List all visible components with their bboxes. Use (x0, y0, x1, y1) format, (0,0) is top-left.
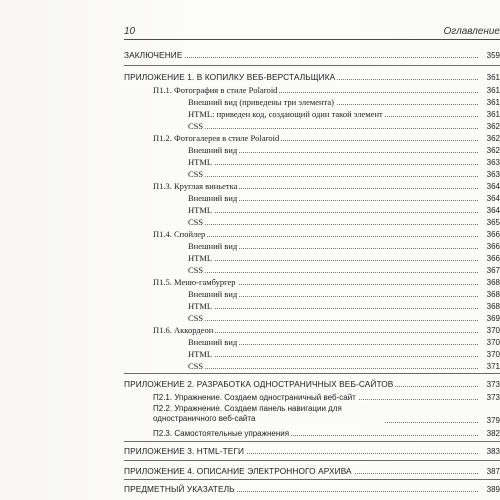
toc-entry-appendix-4[interactable] (124, 466, 500, 477)
toc-entry-section[interactable] (153, 392, 500, 403)
toc-entry-label: HTML (188, 157, 213, 167)
toc-entry-label: П2.3. Самостоятельные упражнения (153, 429, 290, 438)
toc-entry-subsection[interactable] (188, 157, 500, 168)
toc-entry-page: 368 (478, 277, 500, 288)
toc-entry-label: П1.4. Спойлер (153, 229, 206, 239)
toc-entry-section[interactable] (153, 428, 500, 439)
leader-dots (188, 224, 478, 225)
toc-entry-section[interactable] (153, 325, 500, 336)
toc-entry-subsection[interactable] (188, 193, 500, 204)
toc-entry-subsection[interactable] (188, 109, 500, 120)
toc-entry-page: 361 (478, 72, 500, 83)
toc-entry-subsection[interactable] (188, 145, 500, 156)
toc-entry-subsection[interactable] (188, 121, 500, 132)
toc-entry-page: 370 (478, 337, 500, 348)
header-rule (124, 39, 500, 40)
running-title: Оглавление (443, 26, 500, 37)
leader-dots (188, 260, 478, 261)
toc-entry-label: HTML (188, 253, 213, 263)
toc-entry-label: Внешний вид (188, 145, 238, 155)
toc-entry-section[interactable] (153, 181, 500, 192)
toc-entry-section[interactable] (153, 133, 500, 144)
toc-entry-page: 366 (478, 229, 500, 240)
toc-entry-appendix-1[interactable] (124, 72, 500, 83)
toc-entry-subsection[interactable] (188, 337, 500, 348)
toc-entry-label: ПРИЛОЖЕНИЕ 4. ОПИСАНИЕ ЭЛЕКТРОННОГО АРХИВА (124, 466, 352, 476)
section-divider (124, 441, 500, 442)
toc-entry-subsection[interactable] (188, 349, 500, 360)
toc-entry-page: 367 (478, 265, 500, 276)
toc-entry-page: 363 (478, 157, 500, 168)
toc-entry-conclusion[interactable] (124, 50, 500, 61)
toc-entry-page: 359 (478, 50, 500, 61)
toc-entry-subsection[interactable] (188, 313, 500, 324)
section-divider (124, 460, 500, 461)
toc-entry-label: П2.1. Упражнение. Создаем одностраничный веб-сайт (153, 393, 356, 402)
toc-entry-label: HTML: приведен код, создающий один такой элемент (188, 109, 383, 119)
toc-entry-subsection[interactable] (188, 97, 500, 108)
toc-entry-label: CSS (188, 313, 204, 323)
toc-entry-subsection[interactable] (188, 265, 500, 276)
toc-entry-page: 368 (478, 289, 500, 300)
toc-entry-label: П1.6. Аккордеон (153, 325, 214, 335)
toc-entry-subsection[interactable] (188, 289, 500, 300)
toc-entry-label: Внешний вид (188, 241, 238, 251)
toc-entry-label: HTML (188, 301, 213, 311)
running-header (124, 26, 500, 38)
toc-entry-page: 373 (478, 379, 500, 390)
toc-entry-label: Внешний вид (приведены три элемента) (188, 97, 334, 107)
toc-entry-page: 382 (478, 428, 500, 439)
toc-entry-page: 362 (478, 121, 500, 132)
toc-entry-label: П1.1. Фотография в стиле Polaroid (153, 85, 278, 95)
toc-entry-label: Внешний вид (188, 289, 238, 299)
toc-entry-page: 370 (478, 349, 500, 360)
toc-entry-page: 373 (478, 392, 500, 403)
toc-entry-page: 361 (478, 97, 500, 108)
toc-entry-section[interactable] (153, 85, 500, 96)
section-divider (124, 65, 500, 66)
leader-dots (188, 368, 478, 369)
toc-entry-index[interactable] (124, 484, 500, 495)
toc-entry-label: П1.5. Меню-гамбургер (153, 277, 236, 287)
toc-entry-page: 364 (478, 181, 500, 192)
toc-entry-label: HTML (188, 349, 213, 359)
toc-entry-section[interactable] (153, 404, 500, 426)
toc-entry-subsection[interactable] (188, 169, 500, 180)
toc-entry-label: Внешний вид (188, 193, 238, 203)
toc-entry-subsection[interactable] (188, 361, 500, 372)
section-divider (124, 479, 500, 480)
toc-entry-page: 366 (478, 241, 500, 252)
toc-entry-label: ПРИЛОЖЕНИЕ 3. HTML-ТЕГИ (124, 446, 245, 456)
toc-entry-label: ПРЕДМЕТНЫЙ УКАЗАТЕЛЬ (124, 484, 235, 494)
toc-entry-label: HTML (188, 205, 213, 215)
leader-dots (188, 320, 478, 321)
toc-entry-label: П1.3. Круглая виньетка (153, 181, 238, 191)
leader-dots (188, 272, 478, 273)
toc-entry-page: 383 (478, 446, 500, 457)
toc-entry-subsection[interactable] (188, 253, 500, 264)
section-divider (124, 373, 500, 374)
toc-entry-label: CSS (188, 265, 204, 275)
toc-entry-page: 387 (478, 466, 500, 477)
toc-entry-label: CSS (188, 121, 204, 131)
page-number: 10 (124, 26, 136, 37)
toc-entry-page: 371 (478, 361, 500, 372)
toc-entry-page: 369 (478, 313, 500, 324)
toc-entry-subsection[interactable] (188, 217, 500, 228)
toc-entry-page: 370 (478, 325, 500, 336)
toc-entry-label: CSS (188, 169, 204, 179)
toc-entry-label: Внешний вид (188, 337, 238, 347)
toc-entry-subsection[interactable] (188, 301, 500, 312)
toc-entry-appendix-3[interactable] (124, 446, 500, 457)
toc-entry-label: CSS (188, 217, 204, 227)
toc-entry-page: 368 (478, 301, 500, 312)
toc-entry-page: 389 (478, 484, 500, 495)
leader-dots (188, 128, 478, 129)
toc-entry-label: ПРИЛОЖЕНИЕ 1. В КОПИЛКУ ВЕБ-ВЕРСТАЛЬЩИКА (124, 72, 336, 82)
toc-entry-subsection[interactable] (188, 241, 500, 252)
toc-entry-page: 366 (478, 253, 500, 264)
toc-entry-section[interactable] (153, 229, 500, 240)
toc-entry-label: ПРИЛОЖЕНИЕ 2. РАЗРАБОТКА ОДНОСТРАНИЧНЫХ ВЕБ-САЙТОВ (124, 379, 394, 389)
toc-entry-page: 362 (478, 145, 500, 156)
toc-entry-label: ЗАКЛЮЧЕНИЕ (124, 50, 183, 60)
toc-entry-label: CSS (188, 361, 204, 371)
toc-entry-page: 361 (478, 109, 500, 120)
toc-entry-section[interactable] (153, 277, 500, 288)
toc-entry-page: 362 (478, 133, 500, 144)
leader-dots (188, 212, 478, 213)
toc-entry-label: П1.2. Фотогалерея в стиле Polaroid (153, 133, 280, 143)
leader-dots (188, 308, 478, 309)
toc-entry-page: 364 (478, 193, 500, 204)
toc-entry-subsection[interactable] (188, 205, 500, 216)
toc-entry-page: 361 (478, 85, 500, 96)
toc-entry-page: 363 (478, 169, 500, 180)
leader-dots (188, 176, 478, 177)
toc-entry-page: 379 (478, 415, 500, 426)
toc-entry-label: П2.2. Упражнение. Создаем панель навигации для одностраничного веб-сайта (153, 404, 385, 424)
toc-entry-appendix-2[interactable] (124, 379, 500, 390)
toc-entry-page: 365 (478, 217, 500, 228)
leader-dots (188, 356, 478, 357)
leader-dots (188, 164, 478, 165)
toc-entry-page: 364 (478, 205, 500, 216)
